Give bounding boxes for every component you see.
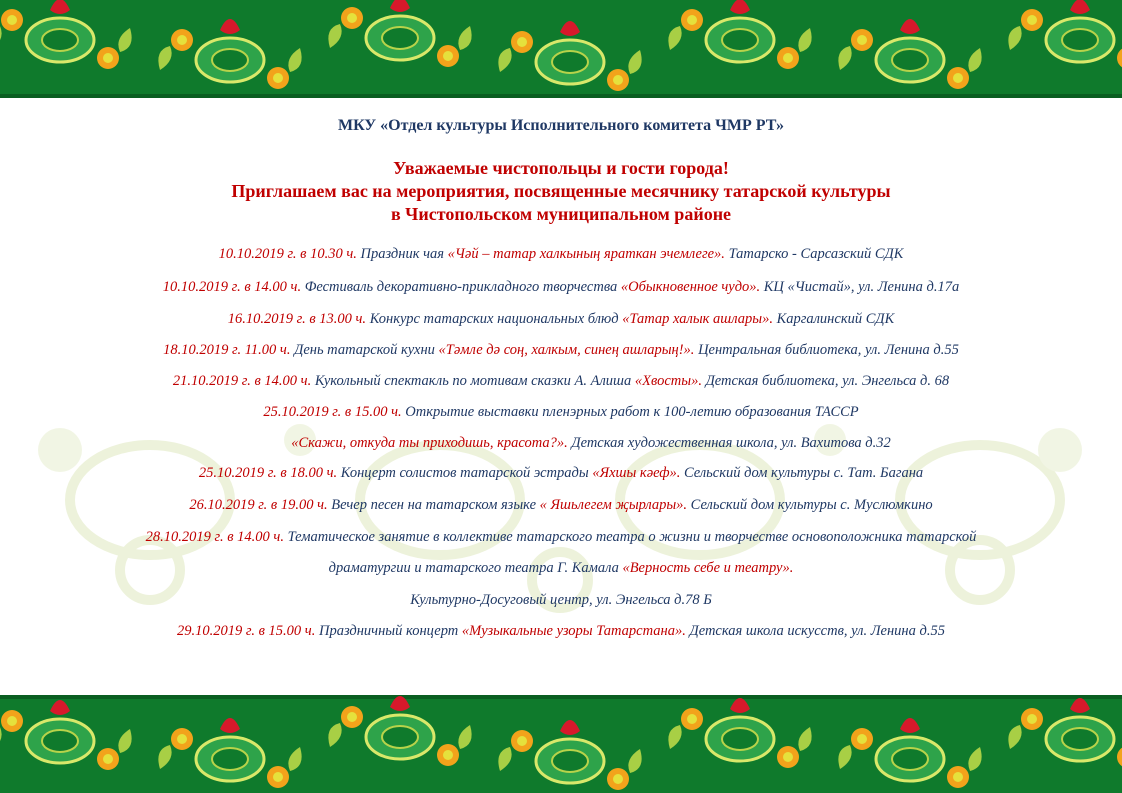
event-date: 16.10.2019 г. в 13.00 ч. (227, 311, 367, 327)
event-description: Праздничный концерт (315, 623, 462, 639)
event-date: 29.10.2019 г. в 15.00 ч. (177, 623, 316, 639)
event-place: КЦ «Чистай», ул. Ленина д.17а (760, 279, 960, 295)
event-title: «Музыкальные узоры Татарстана». (461, 623, 686, 639)
event-line (0, 246, 1122, 263)
floral-ornament-top (0, 0, 1122, 98)
event-line (0, 404, 1122, 421)
event-date: 18.10.2019 г. 11.00 ч. (163, 342, 291, 358)
event-line (0, 373, 1122, 390)
event-place: Детская библиотека, ул. Энгельса д. 68 (701, 373, 950, 389)
greeting-block (0, 157, 1122, 226)
event-line (0, 435, 1122, 452)
event-title: « Яшьлегем җырлары». (539, 497, 688, 513)
greeting-line-3: в Чистопольском муниципальном районе (390, 204, 732, 224)
event-title: «Обыкновенное чудо». (620, 279, 761, 295)
event-description: Культурно-Досуговый центр, ул. Энгельса д.78 Б (410, 592, 712, 608)
event-line (0, 592, 1122, 609)
floral-ornament-bottom (0, 695, 1122, 793)
event-place: Сельский дом культуры с. Муслюмкино (687, 497, 933, 513)
event-description: Вечер песен на татарском языке (327, 497, 540, 513)
event-place: Татарско - Сарсазский СДК (724, 246, 904, 262)
event-line (0, 342, 1122, 359)
event-place: Детская художественная школа, ул. Вахитова д.32 (567, 435, 891, 451)
event-date: 25.10.2019 г. в 18.00 ч. (198, 465, 338, 481)
event-description: Кукольный спектакль по мотивам сказки А. Алиша (311, 373, 635, 389)
event-title: «Яхшы кәеф». (592, 465, 681, 481)
greeting-line-2: Приглашаем вас на мероприятия, посвященные месячнику татарской культуры (231, 181, 891, 201)
event-title: «Хвосты». (634, 373, 702, 389)
event-date: 25.10.2019 г. в 15.00 ч. (263, 404, 402, 420)
event-title: «Татар халык ашлары». (622, 311, 773, 327)
event-description: Праздник чая (356, 246, 448, 262)
event-date: 10.10.2019 г. в 14.00 ч. (162, 279, 302, 295)
event-description: драматургии и татарского театра Г. Камала (328, 560, 623, 576)
event-description: Открытие выставки пленэрных работ к 100-летию образования ТАССР (401, 404, 859, 420)
event-description: День татарской кухни (290, 342, 439, 358)
event-place: Центральная библиотека, ул. Ленина д.55 (694, 342, 959, 358)
event-title: «Скажи, откуда ты приходишь, красота?». (291, 435, 568, 451)
event-line (0, 497, 1122, 514)
event-line (0, 311, 1122, 328)
event-title: «Тәмле дә соң, халкым, синең ашларың!». (438, 342, 695, 358)
event-title: «Верность себе и театру». (622, 560, 794, 576)
top-ornament-band (0, 0, 1122, 98)
event-date: 10.10.2019 г. в 10.30 ч. (218, 246, 357, 262)
event-line (0, 529, 1122, 546)
event-description: Концерт солистов татарской эстрады (337, 465, 593, 481)
event-line (0, 279, 1122, 296)
bottom-ornament-band (0, 695, 1122, 793)
event-line (0, 623, 1122, 640)
event-place: Каргалинский СДК (772, 311, 895, 327)
event-description: Конкурс татарских национальных блюд (366, 311, 623, 327)
event-title: «Чәй – татар халкының яраткан эчемлеге». (447, 246, 725, 262)
greeting-line-1: Уважаемые чистопольцы и гости города! (393, 158, 729, 178)
event-date: 21.10.2019 г. в 14.00 ч. (172, 373, 312, 389)
event-date: 26.10.2019 г. в 19.00 ч. (189, 497, 328, 513)
event-date: 28.10.2019 г. в 14.00 ч. (145, 529, 284, 545)
event-line (0, 465, 1122, 482)
event-place: Детская школа искусств, ул. Ленина д.55 (685, 623, 945, 639)
event-line (0, 560, 1122, 577)
organization-header: МКУ «Отдел культуры Исполнительного комитета ЧМР РТ» (338, 117, 784, 134)
event-description: Фестиваль декоративно-прикладного творчества (301, 279, 621, 295)
event-description: Тематическое занятие в коллективе татарского театра о жизни и творчестве основоположника татарской (283, 529, 977, 545)
event-place: Сельский дом культуры с. Тат. Багана (680, 465, 924, 481)
